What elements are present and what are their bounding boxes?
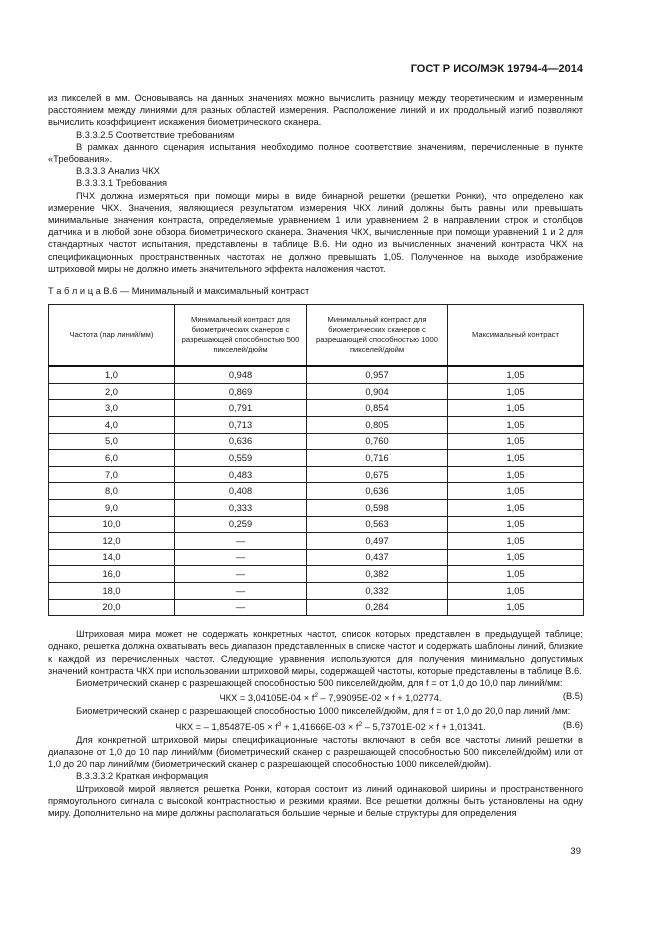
- table-cell: 0,563: [307, 516, 448, 533]
- table-cell: 0,948: [175, 366, 307, 383]
- table-cell: 1,05: [448, 516, 584, 533]
- section-heading: В.3.3.2.5 Соответствие требованиям: [76, 129, 235, 140]
- column-header: Минимальный контраст для биометрических сканеров с разрешающей способностью 1000 пикселей/дюйм: [307, 305, 448, 367]
- table-cell: 9,0: [49, 500, 175, 517]
- formula-b6: [48, 719, 583, 733]
- formula-b5: [48, 690, 583, 704]
- table-cell: 6,0: [49, 450, 175, 467]
- table-cell: 5,0: [49, 433, 175, 450]
- table-cell: 1,05: [448, 599, 584, 616]
- table-cell: 0,408: [175, 483, 307, 500]
- paragraph-intro: из пикселей в мм. Основываясь на данных значениях можно вычислить разницу между теоретическим и измеренным расстоянием между линиями для разных областей измерения. Расположение линий и их продольный изгиб позволяют вычислить коэффициент искажения биометрического сканера.: [48, 93, 583, 128]
- table-cell: 0,332: [307, 582, 448, 599]
- table-cell: 0,437: [307, 549, 448, 566]
- table-row: [49, 417, 584, 434]
- section-heading: В.3.3.3.2 Краткая информация: [76, 771, 209, 782]
- table-cell: 2,0: [49, 383, 175, 400]
- column-header: Максимальный контраст: [448, 305, 584, 367]
- table-cell: 1,05: [448, 500, 584, 517]
- column-header: Частота (пар линий/мм): [49, 305, 175, 367]
- table-row: [49, 450, 584, 467]
- table-cell: 1,05: [448, 366, 584, 383]
- table-cell: 0,284: [307, 599, 448, 616]
- table-row: [49, 466, 584, 483]
- table-cell: 0,869: [175, 383, 307, 400]
- table-cell: —: [175, 549, 307, 566]
- table-cell: —: [175, 582, 307, 599]
- table-caption: [48, 285, 583, 297]
- table-cell: 1,0: [49, 366, 175, 383]
- paragraph-spec-frequencies: Для конкретной штриховой миры спецификационные частоты включают в себя все частоты линий решетки в диапазоне от 1,0 до 10 пар линий/мм (биометрический сканер с разрешающей способностью 500 пикселей/дюйм) или от 1,0 до 20 пар линий/мм (биометрический сканер с разрешающей способностью 1000 пикселей/дюйм).: [48, 734, 583, 770]
- table-row: [49, 366, 584, 383]
- table-cell: 1,05: [448, 582, 584, 599]
- paragraph-scanner-500: Биометрический сканер с разрешающей способностью 500 пикселей/дюйм, для f = от 1,0 до 10,0 пар линий/мм:: [76, 677, 563, 688]
- column-header: Минимальный контраст для биометрических сканеров с разрешающей способностью 500 пикселей/дюйм: [175, 305, 307, 367]
- table-cell: 0,713: [175, 417, 307, 434]
- table-cell: 1,05: [448, 383, 584, 400]
- table-cell: 4,0: [49, 417, 175, 434]
- table-cell: 1,05: [448, 450, 584, 467]
- formula-expression: ЧКХ = $3,04105E-04 \times f^2 - 7,99095E-02 \times f + 1,02774$.: [219, 692, 442, 704]
- formula-expression: ЧКХ = – $1,85487E-05 \times f^3 + 1,41666E-03 \times f^2 - 5,73701E-02 \times f + 1,01341$.: [175, 720, 486, 732]
- table-row: [49, 400, 584, 417]
- formula-number: (В.6): [562, 719, 583, 730]
- table-caption-text: В.6 — Минимальный и максимальный контраст: [103, 286, 310, 297]
- table-cell: 20,0: [49, 599, 175, 616]
- table-cell: 0,382: [307, 566, 448, 583]
- table-row: [49, 383, 584, 400]
- table-cell: 1,05: [448, 400, 584, 417]
- section-heading: В.3.3.3 Анализ ЧКХ: [76, 166, 160, 177]
- table-cell: 0,636: [175, 433, 307, 450]
- table-cell: 0,598: [307, 500, 448, 517]
- paragraph-scanner-1000: Биометрический сканер с разрешающей способностью 1000 пикселей/дюйм, для f = от 1,0 до 20,0 пар линий /мм:: [76, 706, 571, 717]
- table-cell: 0,904: [307, 383, 448, 400]
- table-row: [49, 566, 584, 583]
- table-cell: 1,05: [448, 533, 584, 550]
- table-cell: 8,0: [49, 483, 175, 500]
- table-cell: —: [175, 599, 307, 616]
- table-cell: 0,854: [307, 400, 448, 417]
- table-cell: —: [175, 566, 307, 583]
- formula-number: (В.5): [562, 691, 583, 702]
- table-cell: 12,0: [49, 533, 175, 550]
- table-cell: 10,0: [49, 516, 175, 533]
- page-number: 39: [570, 846, 581, 857]
- paragraph-compliance: В рамках данного сценария испытания необходимо полное соответствие значениям, перечисленные в пункте «Требования».: [48, 141, 583, 165]
- table-cell: 0,333: [175, 500, 307, 517]
- table-row: [49, 483, 584, 500]
- table-cell: 0,636: [307, 483, 448, 500]
- table-row: [49, 516, 584, 533]
- table-cell: 0,716: [307, 450, 448, 467]
- table-cell: 0,675: [307, 466, 448, 483]
- table-cell: 0,791: [175, 400, 307, 417]
- table-cell: 7,0: [49, 466, 175, 483]
- document-body: [48, 92, 583, 819]
- paragraph-test-pattern: Штриховая мира может не содержать конкретных частот, список которых представлен в предыдущей таблице; однако, решетка должна охватывать весь диапазон представленных в списке частот и содержать шаблоны линий, близкие к каждой из перечисленных частот. Следующие уравнения используются для получения минимально допустимых значений контраста ЧКХ при использовании штриховой миры, содержащей частоты, которые представлены в таблице В.6.: [48, 629, 583, 676]
- table-row: [49, 433, 584, 450]
- table-cell: 0,559: [175, 450, 307, 467]
- table-cell: 0,483: [175, 466, 307, 483]
- table-cell: 1,05: [448, 417, 584, 434]
- table-cell: 14,0: [49, 549, 175, 566]
- table-cell: 0,497: [307, 533, 448, 550]
- table-row: [49, 582, 584, 599]
- table-cell: 3,0: [49, 400, 175, 417]
- table-cell: 16,0: [49, 566, 175, 583]
- table-row: [49, 533, 584, 550]
- table-cell: 0,760: [307, 433, 448, 450]
- paragraph-requirements: ПЧХ должна измеряться при помощи миры в виде бинарной решетки (решетки Ронки), что определено как измерение ЧКХ. Значения, являющиеся результатом измерения ЧКХ линий должны быть равны или превышать минимальные значения контраста, определяемые уравнением 1 или уравнением 2 в направлении строк и столбцов датчика и в любой зоне обзора биометрического сканера. Значения ЧКХ, вычисленные при помощи уравнений 1 и 2 для стандартных частот испытания, представлены в таблице В.6. Ни одно из вычисленных значений контраста ЧКХ на спецификационных пространственных частотах не должно превышать 1,05. Полученное на выходе изображение штриховой миры не должно иметь значительного эффекта наложения частот.: [48, 190, 583, 274]
- table-caption-prefix: Т а б л и ц а: [48, 286, 101, 297]
- table-cell: 1,05: [448, 483, 584, 500]
- table-row: [49, 549, 584, 566]
- table-row: [49, 599, 584, 616]
- section-heading: В.3.3.3.1 Требования: [76, 178, 168, 189]
- table-cell: 1,05: [448, 566, 584, 583]
- table-cell: 18,0: [49, 582, 175, 599]
- document-header: ГОСТ Р ИСО/МЭК 19794-4—2014: [410, 63, 583, 75]
- paragraph-summary: Штриховой мирой является решетка Ронки, которая состоит из линий одинаковой ширины и пространственного прямоугольного сигнала с высокой контрастностью и резкими краями. Все решетки должны быть установлены на одну миру. Дополнительно на мире должны располагаться большие черные и белые структуры для определения: [48, 783, 583, 818]
- table-row: [49, 500, 584, 517]
- table-cell: 0,259: [175, 516, 307, 533]
- table-cell: —: [175, 533, 307, 550]
- table-header-row: [49, 305, 584, 367]
- table-cell: 1,05: [448, 466, 584, 483]
- contrast-table: [48, 304, 584, 616]
- table-cell: 0,957: [307, 366, 448, 383]
- table-cell: 1,05: [448, 549, 584, 566]
- table-cell: 1,05: [448, 433, 584, 450]
- table-cell: 0,805: [307, 417, 448, 434]
